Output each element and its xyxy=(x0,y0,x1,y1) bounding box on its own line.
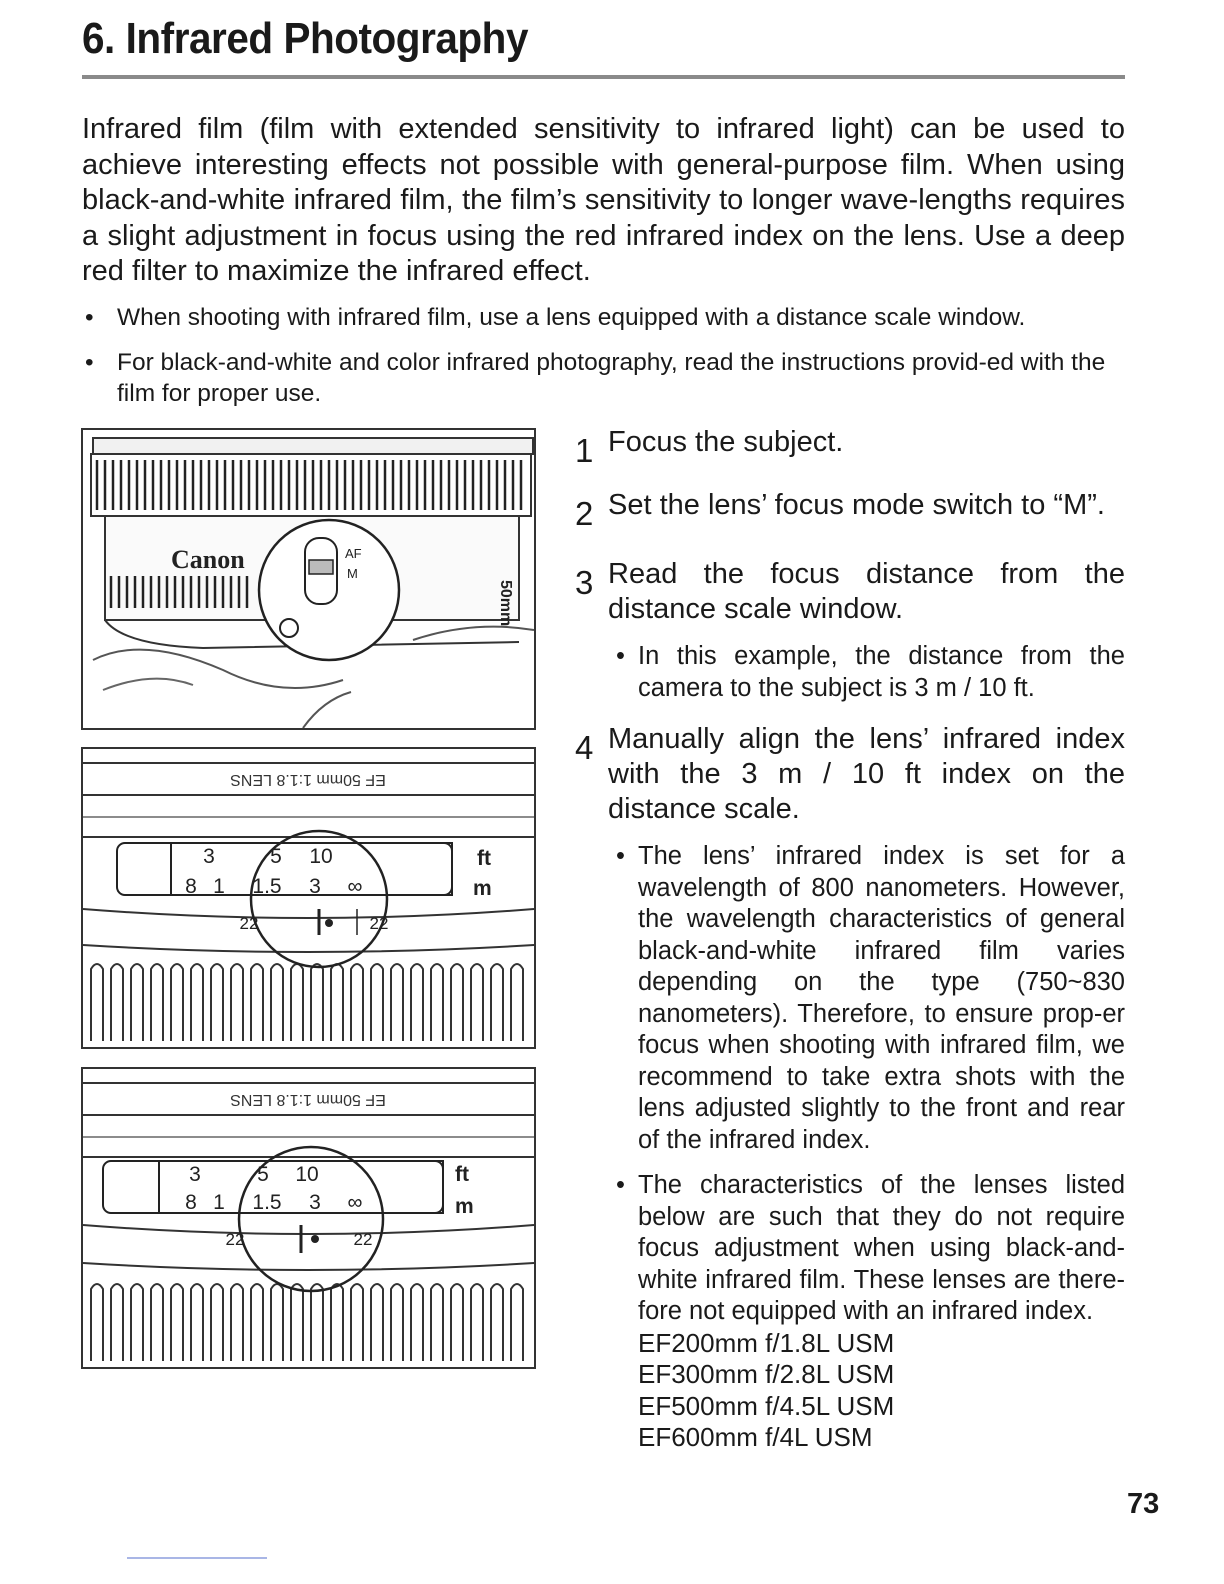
switch-af-label: AF xyxy=(345,546,362,561)
scan-mark xyxy=(127,1557,267,1559)
step-1 xyxy=(575,425,1125,469)
step-number: 1 xyxy=(575,432,594,469)
lens-item: EF500mm f/4.5L USM xyxy=(638,1390,895,1421)
m-1-label: 1 xyxy=(213,875,225,898)
distance-scale-illustration-2 xyxy=(81,1067,536,1369)
sub-note xyxy=(608,1170,1125,1454)
ir-right-label: 22 xyxy=(369,914,389,933)
ir-left-label: 22 xyxy=(239,914,259,933)
lens-item: EF600mm f/4L USM xyxy=(638,1422,873,1452)
focal-length-label: 50mm xyxy=(497,580,514,627)
m-1-5-label: 1.5 xyxy=(252,875,282,898)
step-text: Focus the subject. xyxy=(608,426,844,458)
ft-3-label: 3 xyxy=(189,1163,201,1186)
note-item: • For black-and-white and color infrared photography, read the instructions provid-ed with the film for proper use. xyxy=(82,347,1125,409)
step-number: 4 xyxy=(575,729,594,766)
m-infinity-label: ∞ xyxy=(347,875,363,898)
switch-m-label: M xyxy=(347,566,358,581)
m-1-5-label: 1.5 xyxy=(252,1191,282,1214)
step-text: Manually align the lens’ infrared index with the 3 m / 10 ft index on the distance scale. xyxy=(608,723,1125,825)
lens-body-illustration xyxy=(81,428,536,730)
m-1-label: 1 xyxy=(213,1191,225,1214)
lens-engraving: EF 50mm 1:1.8 LENS xyxy=(230,771,386,788)
step-2 xyxy=(575,488,1125,532)
ft-10-label: 10 xyxy=(295,1163,319,1186)
note-item: • When shooting with infrared film, use a lens equipped with a distance scale window. xyxy=(82,302,1125,333)
m-unit-label: m xyxy=(473,877,492,900)
ft-5-label: 5 xyxy=(257,1163,269,1186)
ft-3-label: 3 xyxy=(203,845,215,868)
steps-column xyxy=(575,425,1125,1468)
distance-scale-illustration-1 xyxy=(81,747,536,1049)
m-3-label: 3 xyxy=(309,1191,321,1214)
lens-list xyxy=(638,1328,1125,1454)
sub-note: • The lens’ infrared index is set for a wavelength of 800 nanometers. However, the wavelength characteristics of general black-and-white infrared film varies depending on the type (750~830 nanometers). Therefore, to ensure prop-er focus when shooting with infrared film, we recommend to take extra shots with the lens adjusted slightly to the front and rear of the infrared index. xyxy=(608,841,1125,1156)
step-number: 3 xyxy=(575,564,594,601)
step-3-notes xyxy=(608,641,1125,704)
step-3 xyxy=(575,557,1125,704)
lens-item: EF200mm f/1.8L USM xyxy=(638,1327,895,1358)
m-unit-label: m xyxy=(455,1195,474,1218)
sub-note: • In this example, the distance from the camera to the subject is 3 m / 10 ft. xyxy=(608,641,1125,704)
m-3-label: 3 xyxy=(309,875,321,898)
ir-left-label: 22 xyxy=(225,1230,245,1249)
title-rule xyxy=(82,75,1125,79)
step-4-notes xyxy=(608,841,1125,1454)
m-8-label: 8 xyxy=(185,1191,197,1214)
page-title: 6. Infrared Photography xyxy=(82,14,529,63)
canon-logo: Canon xyxy=(171,545,245,574)
m-infinity-label: ∞ xyxy=(347,1191,363,1214)
step-text: Read the focus distance from the distance scale window. xyxy=(608,558,1125,625)
ir-right-label: 22 xyxy=(353,1230,373,1249)
page-number: 73 xyxy=(1127,1488,1160,1520)
step-text: Set the lens’ focus mode switch to “M”. xyxy=(608,489,1105,521)
ft-unit-label: ft xyxy=(477,847,491,870)
m-8-label: 8 xyxy=(185,875,197,898)
sub-note-text: The characteristics of the lenses listed below are such that they do not require focus adjustment when using black-and-white infrared film. These lenses are there-fore not equipped with an infrared index. xyxy=(638,1171,1125,1325)
step-4 xyxy=(575,722,1125,1454)
lens-item: EF300mm f/2.8L USM xyxy=(638,1359,895,1389)
ft-unit-label: ft xyxy=(455,1163,469,1186)
notes-list xyxy=(82,302,1125,423)
step-number: 2 xyxy=(575,495,594,532)
intro-paragraph: Infrared film (film with extended sensitivity to infrared light) can be used to achieve interesting effects not possible with general-purpose film. When using black-and-white infrared film, the film’s sensitivity to longer wave-lengths requires a slight adjustment in focus using the red infrared index on the lens. Use a deep red filter to maximize the infrared effect. xyxy=(82,113,1125,287)
lens-engraving: EF 50mm 1:1.8 LENS xyxy=(230,1091,386,1108)
ft-10-label: 10 xyxy=(309,845,333,868)
ft-5-label: 5 xyxy=(270,845,282,868)
